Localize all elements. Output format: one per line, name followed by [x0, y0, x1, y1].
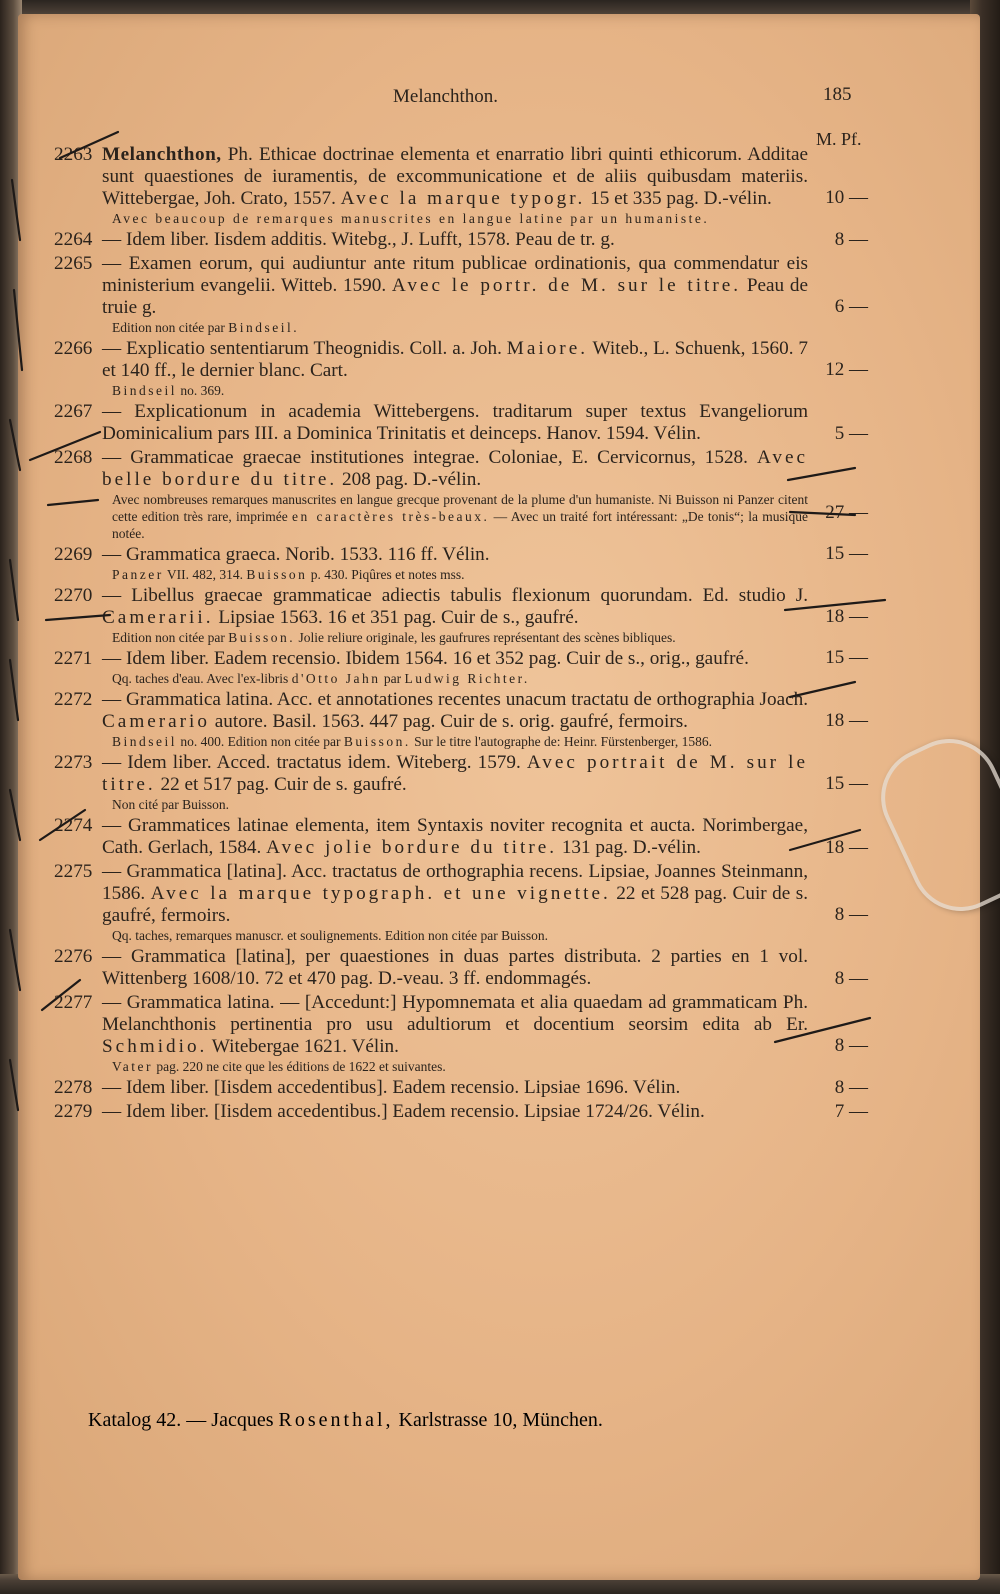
catalog-entry [48, 689, 868, 750]
footer-catalog: Katalog 42. — Jacques [88, 1409, 279, 1431]
entry-price: 8 — [834, 1077, 868, 1098]
entry-description [102, 447, 868, 491]
entry-text: Non cité par Buisson. [112, 797, 229, 812]
entry-description [102, 229, 868, 251]
entry-line [48, 447, 868, 491]
entry-price: 15 — [825, 773, 868, 794]
entry-price: 8 — [834, 904, 868, 925]
entry-text: — Explicationum in academia Wittebergens. traditarum super textus Evangeliorum Dominicalium pars III. a Dominica Trinitatis et deinceps. Hanov. 1594. Vélin. [102, 401, 808, 444]
entry-text: — Grammatica latina. Acc. et annotationes recentes unacum tractatu de orthographia Joach. [102, 689, 808, 710]
entry-text: 22 et 517 pag. Cuir de s. gaufré. [155, 774, 407, 795]
entry-text: — Grammatica [latina], per quaestiones in duas partes distributa. 2 parties en 1 vol. Wittenberg 1608/10. 72 et 470 pag. D.-veau. 3 ff. endommagés. [102, 946, 808, 989]
entry-description [102, 861, 868, 927]
entry-number: 2272 [54, 689, 93, 710]
entry-description [102, 585, 868, 629]
spaced-text: Avec la marque typograph. et une vignette. [150, 883, 611, 904]
entry-description [102, 1101, 868, 1123]
entry-price: 15 — [825, 543, 868, 564]
entry-note [48, 491, 868, 542]
entry-text: p. 430. Piqûres et notes mss. [307, 567, 465, 582]
spaced-text: Avec beaucoup de remarques manuscrites en langue latine par un humaniste. [112, 211, 710, 226]
running-head [48, 72, 868, 107]
entry-note [48, 670, 868, 687]
entry-text: — Idem liber. Iisdem additis. Witebg., J. Lufft, 1578. Peau de tr. g. [102, 229, 615, 250]
spaced-text: Avec belle bordure du titre. [102, 447, 808, 490]
entry-description [102, 1077, 868, 1099]
entry-text: — Explicatio sententiarum Theognidis. Coll. a. Joh. [102, 338, 507, 359]
catalog-entry [48, 1077, 868, 1099]
entry-text: no. 400. Edition non citée par [177, 734, 344, 749]
entry-price: 27 — [825, 502, 868, 523]
entry-text: — Libellus graecae grammaticae adiectis tabulis flexionum quorundam. Ed. studio J. [102, 585, 808, 606]
entry-description [102, 689, 868, 733]
entry-text: Edition non citée par [112, 630, 229, 645]
entry-line [48, 992, 868, 1058]
entry-text: no. 369. [177, 383, 225, 398]
entry-note [48, 382, 868, 399]
catalog-entry [48, 946, 868, 990]
spaced-text: d'Otto Jahn [291, 671, 381, 686]
entry-line [48, 338, 868, 382]
entry-description [102, 992, 868, 1058]
entry-text: — Avec un traité fort intéressant: „De tonis“; la musique notée. [112, 509, 808, 541]
author-name: Melanchthon, [102, 144, 222, 165]
footer-address: Karlstrasse 10, München. [393, 1409, 603, 1431]
catalog-page [18, 14, 980, 1580]
entry-line [48, 229, 868, 251]
entry-text: — Idem liber. Eadem recensio. Ibidem 1564. 16 et 352 pag. Cuir de s., orig., gaufré. [102, 648, 749, 669]
entry-text: — Examen eorum, qui audiuntur ante ritum publicae ordinationis, qua commendatur eis ministerium evangelii. Witteb. 1590. [102, 253, 808, 296]
entry-number: 2270 [54, 585, 93, 606]
catalog-entry [48, 447, 868, 542]
spaced-text: Avec le portr. de M. sur le titre. [391, 275, 742, 296]
catalog-entry [48, 752, 868, 813]
entry-line [48, 544, 868, 566]
spaced-text: Bindseil. [228, 320, 300, 335]
entry-text: 15 et 335 pag. D.-vélin. [585, 188, 772, 209]
spaced-text: Buisson. [343, 734, 411, 749]
entry-text: — Idem liber. [Iisdem accedentibus.] Eadem recensio. Lipsiae 1724/26. Vélin. [102, 1101, 705, 1122]
entry-text: par [380, 671, 405, 686]
entry-number: 2264 [54, 229, 93, 250]
entry-line [48, 752, 868, 796]
page-number: 185 [823, 84, 852, 105]
spaced-text: Buisson [246, 567, 308, 582]
entry-note [48, 210, 868, 227]
spaced-text: Bindseil [112, 383, 178, 398]
entry-price: 8 — [834, 1035, 868, 1056]
entry-description [102, 946, 868, 990]
entry-text: — Grammatices latinae elementa, item Syntaxis noviter recognita et aucta. Norimbergae, Cath. Gerlach, 1584. [102, 815, 808, 858]
entry-description [102, 401, 868, 445]
entry-number: 2267 [54, 401, 93, 422]
entry-line [48, 253, 868, 319]
catalog-footer [88, 1409, 603, 1432]
entry-text: — Grammaticae graecae institutiones integrae. Coloniae, E. Cervicornus, 1528. [102, 447, 757, 468]
spaced-text: en caractères très-beaux. [292, 509, 490, 524]
entry-note [48, 629, 868, 646]
spaced-text: Bindseil [112, 734, 178, 749]
entry-text: Jolie reliure originale, les gaufrures représentant des scènes bibliques. [295, 630, 676, 645]
spaced-text: Ludwig Richter. [404, 671, 530, 686]
entry-note [48, 927, 868, 944]
entry-description [102, 144, 868, 210]
entry-text: Ph. Ethicae doctrinae elementa et enarratio libri quinti ethicorum. Additae sunt quaestiones de iuramentis, de excommunicatione et de aliis quibusdam materiis. Wittebergae, Joh. Crato, 1557. [102, 144, 808, 209]
entry-line [48, 401, 868, 445]
entry-price: 15 — [825, 647, 868, 668]
entry-text: autore. Basil. 1563. 447 pag. Cuir de s. orig. gaufré, fermoirs. [209, 711, 688, 732]
entry-text: 208 pag. D.-vélin. [337, 469, 482, 490]
catalog-entry [48, 544, 868, 583]
entry-description [102, 338, 868, 382]
catalog-entry [48, 229, 868, 251]
spaced-text: Buisson. [228, 630, 296, 645]
spaced-text: Vater [112, 1059, 153, 1074]
currency-heading: M. Pf. [816, 129, 862, 149]
entry-text: — Grammatica [latina]. Acc. tractatus de orthographia recens. Lipsiae, Joannes Steinmann, 1586. [102, 861, 808, 904]
entry-description [102, 648, 868, 670]
entry-line [48, 815, 868, 859]
entry-line [48, 648, 868, 670]
entry-price: 8 — [834, 229, 868, 250]
entry-description [102, 815, 868, 859]
footer-publisher-name: Rosenthal, [278, 1409, 394, 1431]
entry-text: VII. 482, 314. [163, 567, 247, 582]
entry-number: 2265 [54, 253, 93, 274]
entry-price: 10 — [825, 187, 868, 208]
catalog-entry [48, 815, 868, 859]
entry-text: — Grammatica latina. — [Accedunt:] Hypomnemata et alia quaedam ad grammaticam Ph. Melanchthonis pertinentia pro usu adultiorum et docentium seorsim edita ab Er. [102, 992, 808, 1035]
entry-number: 2277 [54, 992, 93, 1013]
spaced-text: Camerarii. [102, 607, 214, 628]
spaced-text: Maiore. [506, 338, 589, 359]
entry-text: Avec nombreuses remarques manuscrites en langue grecque provenant de la plume d'un humaniste. Ni Buisson ni Panzer citent cette edition très rare, imprimée [112, 492, 808, 524]
entry-price: 8 — [834, 968, 868, 989]
entry-note [48, 566, 868, 583]
spaced-text: Panzer [112, 567, 164, 582]
entry-price: 7 — [834, 1101, 868, 1122]
entry-text: 131 pag. D.-vélin. [557, 837, 701, 858]
entry-number: 2276 [54, 946, 93, 967]
entry-line [48, 585, 868, 629]
entry-price: 18 — [825, 606, 868, 627]
entry-line [48, 861, 868, 927]
spaced-text: Camerario [102, 711, 210, 732]
entry-number: 2271 [54, 648, 93, 669]
entry-note [48, 319, 868, 336]
entry-line [48, 1077, 868, 1099]
entry-description [102, 752, 868, 796]
entry-line [48, 144, 868, 210]
entry-text: Witeb., L. Schuenk, 1560. 7 et 140 ff., le dernier blanc. Cart. [102, 338, 808, 381]
catalog-entry [48, 253, 868, 336]
entry-description [102, 253, 868, 319]
entry-number: 2263 [54, 144, 93, 165]
running-title: Melanchthon. [393, 86, 499, 107]
entry-number: 2269 [54, 544, 93, 565]
entry-price: 18 — [825, 837, 868, 858]
entry-line [48, 1101, 868, 1123]
entry-text: Witebergae 1621. Vélin. [207, 1036, 399, 1057]
catalog-entry [48, 648, 868, 687]
entry-text: — Grammatica graeca. Norib. 1533. 116 ff. Vélin. [102, 544, 490, 565]
entry-line [48, 689, 868, 733]
entry-number: 2268 [54, 447, 93, 468]
catalog-entry [48, 1101, 868, 1123]
entry-price: 6 — [834, 296, 868, 317]
page-content [48, 72, 868, 1122]
catalog-entry [48, 585, 868, 646]
entry-price: 18 — [825, 710, 868, 731]
entry-price: 5 — [834, 423, 868, 444]
entry-note [48, 796, 868, 813]
entry-number: 2279 [54, 1101, 93, 1122]
entry-note [48, 733, 868, 750]
entry-price: 12 — [825, 359, 868, 380]
entry-description [102, 544, 868, 566]
entry-text: Sur le titre l'autographe de: Heinr. Fürstenberger, 1586. [410, 734, 712, 749]
entry-text: pag. 220 ne cite que les éditions de 1622 et suivantes. [152, 1059, 446, 1074]
catalog-entry [48, 144, 868, 227]
entry-number: 2278 [54, 1077, 93, 1098]
spaced-text: Avec portrait de M. sur le titre. [102, 752, 808, 795]
entry-text: Lipsiae 1563. 16 et 351 pag. Cuir de s., gaufré. [213, 607, 579, 628]
entry-text: 22 et 528 pag. Cuir de s. gaufré, fermoirs. [102, 883, 809, 926]
entry-text: Qq. taches, remarques manuscr. et soulignements. Edition non citée par Buisson. [112, 928, 549, 943]
entry-text: Peau de truie g. [102, 275, 808, 318]
entry-number: 2275 [54, 861, 93, 882]
entry-text: — Idem liber. Acced. tractatus idem. Witeberg. 1579. [102, 752, 527, 773]
catalog-entry [48, 338, 868, 399]
entry-number: 2273 [54, 752, 93, 773]
spaced-text: Avec jolie bordure du titre. [266, 837, 558, 858]
entry-number: 2274 [54, 815, 93, 836]
entry-text: — Idem liber. [Iisdem accedentibus]. Eadem recensio. Lipsiae 1696. Vélin. [102, 1077, 681, 1098]
entry-line [48, 946, 868, 990]
entry-note [48, 1058, 868, 1075]
catalog-entry [48, 401, 868, 445]
entry-list [48, 144, 868, 1125]
spaced-text: Schmidio. [102, 1036, 208, 1057]
catalog-entry [48, 992, 868, 1075]
entry-number: 2266 [54, 338, 93, 359]
spaced-text: Avec la marque typogr. [340, 188, 586, 209]
catalog-entry [48, 861, 868, 944]
entry-text: Edition non citée par [112, 320, 229, 335]
entry-text: Qq. taches d'eau. Avec l'ex-libris [112, 671, 292, 686]
